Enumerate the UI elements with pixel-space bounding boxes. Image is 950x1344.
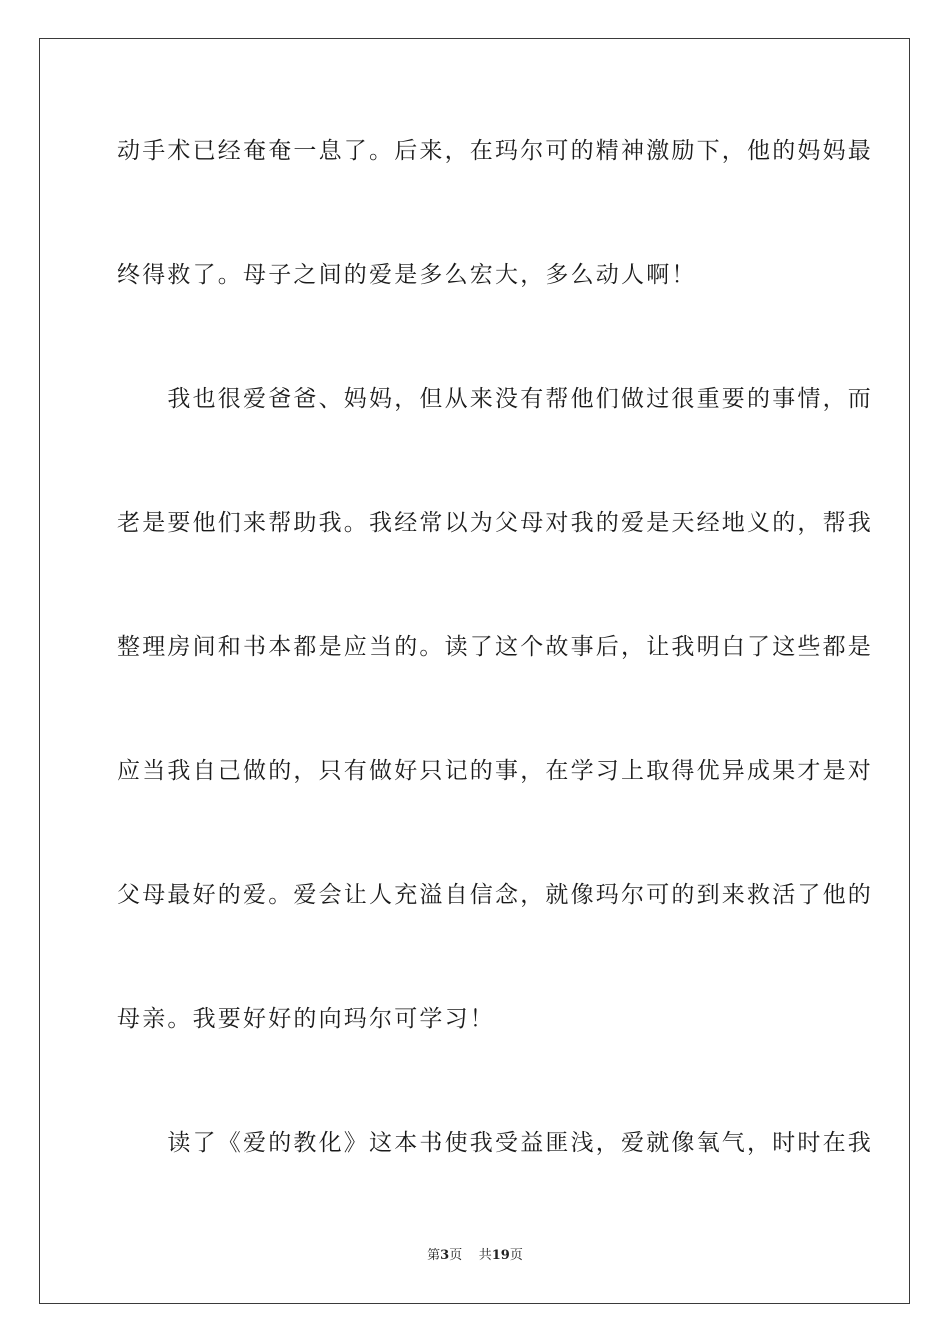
paragraph-line: 母亲。我要好好的向玛尔可学习！: [117, 1006, 495, 1032]
paragraph-line: 应当我自己做的，只有做好只记的事，在学习上取得优异成果才是对: [117, 758, 873, 784]
paragraph-line: 动手术已经奄奄一息了。后来，在玛尔可的精神激励下，他的妈妈最: [117, 138, 873, 164]
page-border: [39, 38, 910, 1304]
page-footer: [0, 1247, 950, 1265]
paragraph-line: 整理房间和书本都是应当的。读了这个故事后，让我明白了这些都是: [117, 634, 873, 660]
paragraph-line: 终得救了。母子之间的爱是多么宏大，多么动人啊！: [117, 262, 697, 288]
paragraph-line: 老是要他们来帮助我。我经常以为父母对我的爱是天经地义的，帮我: [117, 510, 873, 536]
footer-total-prefix: 共: [478, 1248, 492, 1263]
footer-page-number: 3: [440, 1248, 450, 1263]
paragraph-line: 父母最好的爱。爱会让人充溢自信念，就像玛尔可的到来救活了他的: [117, 882, 873, 908]
footer-total-suffix: 页: [509, 1248, 523, 1263]
footer-page-prefix: 第: [427, 1248, 441, 1263]
paragraph-line: 我也很爱爸爸、妈妈，但从来没有帮他们做过很重要的事情，而: [117, 386, 873, 412]
footer-total-pages: 19: [491, 1248, 510, 1263]
paragraph-line: 读了《爱的教化》这本书使我受益匪浅，爱就像氧气，时时在我: [117, 1130, 873, 1156]
footer-page-suffix: 页: [449, 1248, 463, 1263]
